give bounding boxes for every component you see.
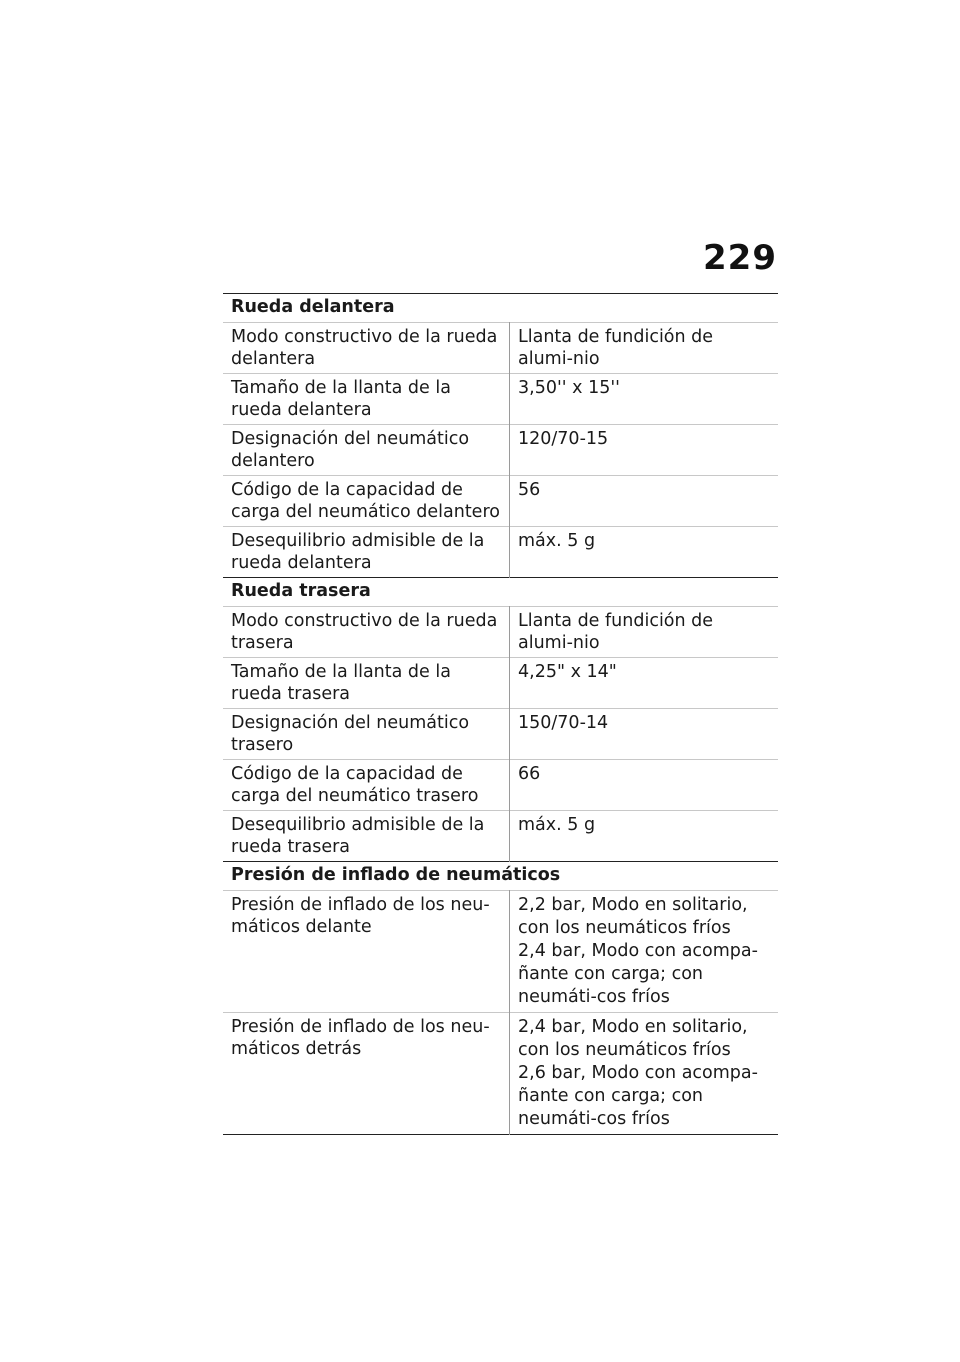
spec-value-line: 150/70-14 bbox=[518, 713, 609, 733]
spec-value-line: 56 bbox=[518, 480, 541, 500]
rule-cell bbox=[223, 1135, 778, 1136]
spec-value bbox=[510, 527, 779, 578]
spec-label: Designación del neumático trasero bbox=[223, 709, 510, 760]
table-row bbox=[223, 527, 778, 578]
spec-label: Tamaño de la llanta de la rueda delantera bbox=[223, 374, 510, 425]
spec-label: Desequilibrio admisible de la rueda delantera bbox=[223, 527, 510, 578]
spec-value bbox=[510, 607, 779, 658]
spec-value-line: 120/70-15 bbox=[518, 429, 609, 449]
table-row bbox=[223, 891, 778, 1013]
spec-label: Tamaño de la llanta de la rueda trasera bbox=[223, 658, 510, 709]
spec-value-line: 2,6 bar, Modo con acompa-ñante con carga; con neumáti-cos fríos bbox=[518, 1063, 758, 1129]
spec-value-line: 4,25" x 14" bbox=[518, 662, 617, 682]
spec-value-line: Llanta de fundición de alumi-nio bbox=[518, 327, 714, 369]
spec-value bbox=[510, 709, 779, 760]
spec-value bbox=[510, 1013, 779, 1135]
spec-label: Código de la capacidad de carga del neumático trasero bbox=[223, 760, 510, 811]
spec-value bbox=[510, 811, 779, 862]
spec-value bbox=[510, 658, 779, 709]
page-number: 229 bbox=[703, 238, 777, 278]
spec-label: Desequilibrio admisible de la rueda trasera bbox=[223, 811, 510, 862]
spec-value-line: 2,4 bar, Modo con acompa-ñante con carga; con neumáti-cos fríos bbox=[518, 941, 758, 1007]
table-row bbox=[223, 607, 778, 658]
table-row bbox=[223, 760, 778, 811]
spec-value-line: Llanta de fundición de alumi-nio bbox=[518, 611, 714, 653]
table-row bbox=[223, 658, 778, 709]
table-row bbox=[223, 1013, 778, 1135]
table-row bbox=[223, 374, 778, 425]
table-bottom-rule bbox=[223, 1135, 778, 1136]
table-row bbox=[223, 476, 778, 527]
spec-label: Modo constructivo de la rueda trasera bbox=[223, 607, 510, 658]
table-row bbox=[223, 425, 778, 476]
spec-value bbox=[510, 476, 779, 527]
spec-label: Código de la capacidad de carga del neumático delantero bbox=[223, 476, 510, 527]
spec-value-line: 3,50'' x 15'' bbox=[518, 378, 620, 398]
section-title: Rueda trasera bbox=[223, 578, 778, 607]
spec-value-line: máx. 5 g bbox=[518, 531, 596, 551]
table-row bbox=[223, 811, 778, 862]
spec-value bbox=[510, 425, 779, 476]
spec-value bbox=[510, 323, 779, 374]
spec-label: Presión de inflado de los neu-máticos delante bbox=[223, 891, 510, 1013]
spec-value-line: 66 bbox=[518, 764, 541, 784]
section-title: Presión de inflado de neumáticos bbox=[223, 862, 778, 891]
spec-value-line: máx. 5 g bbox=[518, 815, 596, 835]
section-header bbox=[223, 578, 778, 607]
spec-value bbox=[510, 374, 779, 425]
spec-value-line: 2,2 bar, Modo en solitario, con los neumáticos fríos bbox=[518, 895, 748, 938]
section-header bbox=[223, 294, 778, 323]
spec-value bbox=[510, 891, 779, 1013]
spec-label: Designación del neumático delantero bbox=[223, 425, 510, 476]
spec-label: Modo constructivo de la rueda delantera bbox=[223, 323, 510, 374]
table-row bbox=[223, 709, 778, 760]
spec-value-line: 2,4 bar, Modo en solitario, con los neumáticos fríos bbox=[518, 1017, 748, 1060]
spec-value bbox=[510, 760, 779, 811]
section-header bbox=[223, 862, 778, 891]
section-title: Rueda delantera bbox=[223, 294, 778, 323]
spec-label: Presión de inflado de los neu-máticos detrás bbox=[223, 1013, 510, 1135]
table-row bbox=[223, 323, 778, 374]
spec-table bbox=[223, 293, 778, 1135]
